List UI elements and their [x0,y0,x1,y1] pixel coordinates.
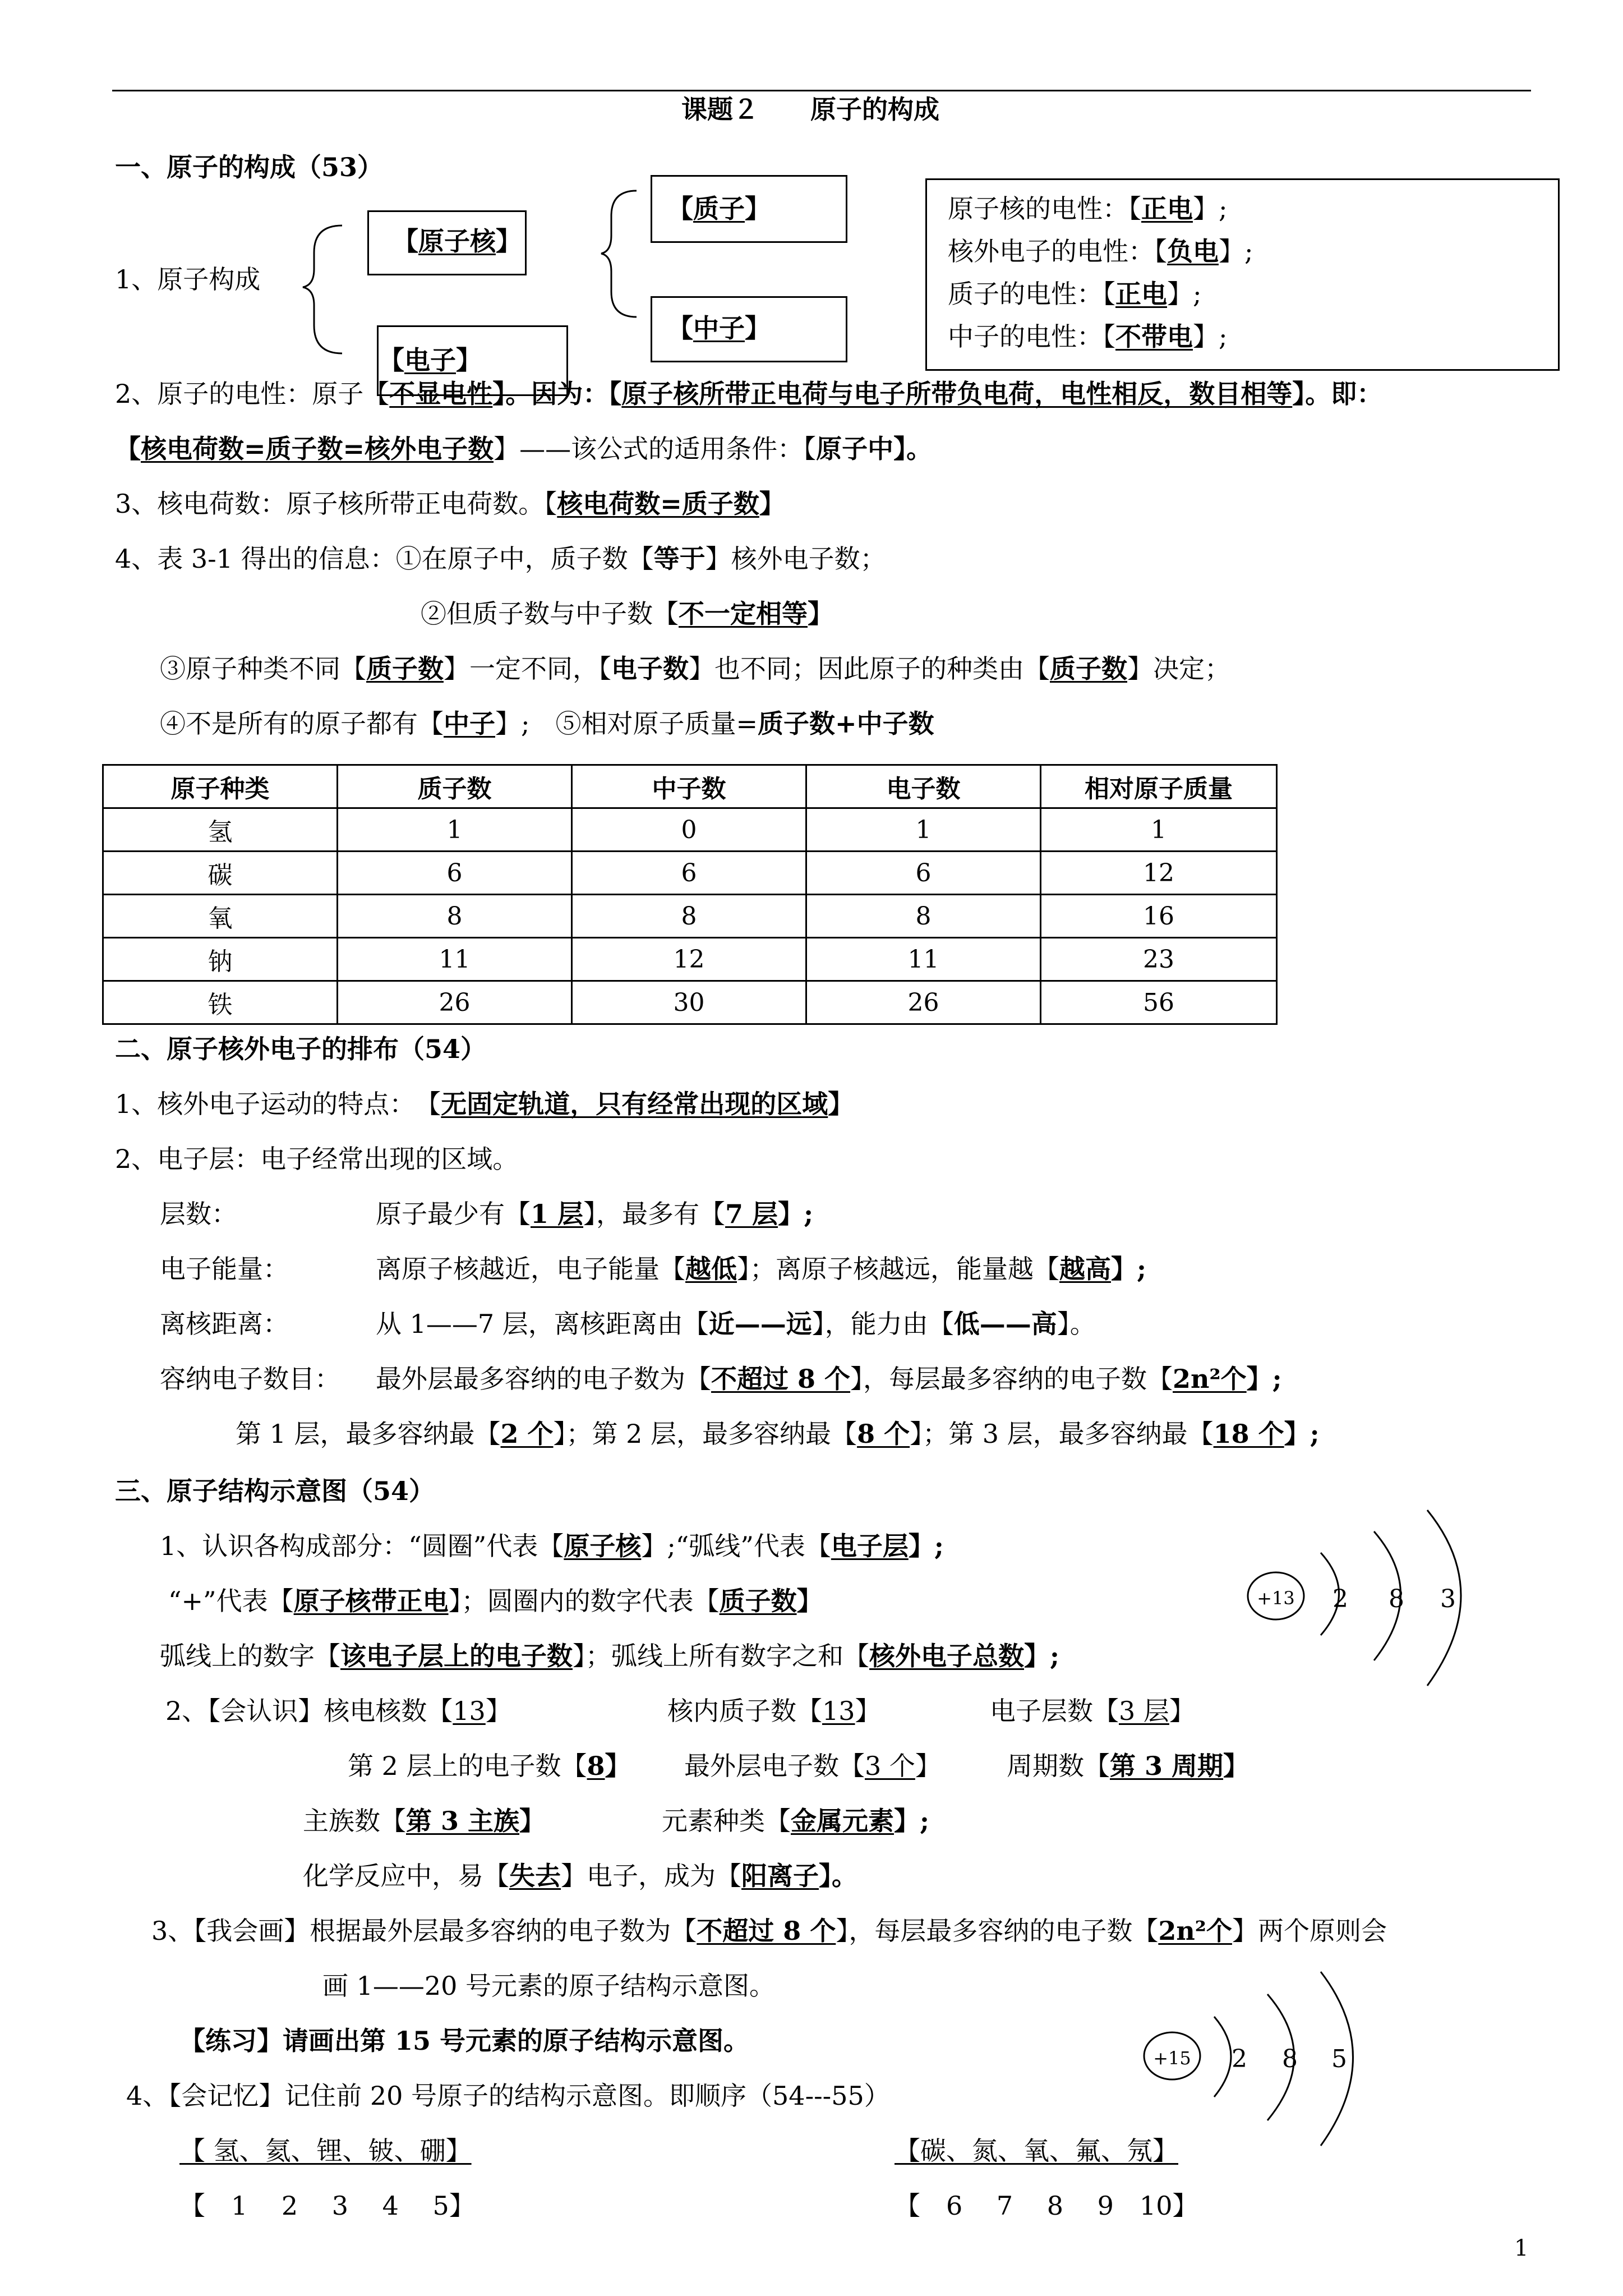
shell-count: 8 [1389,1585,1404,1613]
table-cell: 56 [1041,981,1277,1024]
table-cell: 氧 [103,895,338,938]
table-cell: 26 [806,981,1041,1024]
memory-group-1-nums: 【 1 2 3 4 5】 [179,2191,475,2221]
table-cell: 8 [806,895,1041,938]
electron-label: 【电子】 [379,345,482,375]
s3-line-1: 1、认识各构成部分：“圆圈”代表【原子核】;“弧线”代表【电子层】; [160,1531,944,1561]
s2-row-1: 原子最少有【1 层】，最多有【7 层】; [376,1199,814,1229]
s3-know-2b: 最外层电子数【3 个】 [684,1751,941,1781]
page-number: 1 [1514,2235,1529,2261]
s3-know-1: 2、【会认识】核电核数【13】 [165,1696,511,1726]
table-cell: 6 [572,852,806,895]
table-cell: 铁 [103,981,338,1024]
table-cell: 11 [806,938,1041,981]
item-2-line: 2、原子的电性：原子【不显电性】。因为：【原子核所带正电荷与电子所带负电荷，电性相反，数目相等】。即： [115,379,1383,409]
section-3-heading: 三、原子结构示意图（54） [115,1476,435,1506]
table-cell: 30 [572,981,806,1024]
neutron-label: 【中子】 [667,313,771,343]
shell-count: 3 [1440,1585,1456,1613]
table-cell: 6 [338,852,572,895]
s2-row-1-label: 层数： [160,1199,237,1229]
table-cell: 8 [338,895,572,938]
s3-memory: 4、【会记忆】记住前 20 号原子的结构示意图。即顺序（54---55） [126,2081,890,2111]
s3-practice: 【练习】请画出第 15 号元素的原子结构示意图。 [179,2026,750,2056]
charge-line-1: 原子核的电性：【正电】; [948,194,1228,224]
shell-count: 2 [1232,2045,1247,2073]
s3-draw-1: 3、【我会画】根据最外层最多容纳的电子数为【不超过 8 个】，每层最多容纳的电子数【2n²个】两个原则会 [151,1916,1387,1946]
item-4-line-b: ②但质子数与中子数【不一定相等】 [421,599,833,629]
table-cell: 1 [806,808,1041,852]
table-cell: 钠 [103,938,338,981]
table-cell: 16 [1041,895,1277,938]
charge-line-3: 质子的电性：【正电】; [948,279,1202,309]
table-cell: 1 [338,808,572,852]
shell-arc [1214,2017,1231,2097]
item-4-line-c: ③原子种类不同【质子数】一定不同，【电子数】也不同；因此原子的种类由【质子数】决定； [160,654,1230,684]
s2-line-2: 2、电子层：电子经常出现的区域。 [115,1144,519,1174]
nucleus-charge: +15 [1153,2047,1191,2069]
s2-row-3-label: 离核距离： [160,1309,289,1339]
shell-count: 2 [1332,1585,1348,1613]
s3-line-2: “+”代表【原子核带正电】；圆圈内的数字代表【质子数】 [168,1586,823,1616]
table-header: 相对原子质量 [1041,765,1277,808]
table-cell: 8 [572,895,806,938]
section-1-heading: 一、原子的构成（53） [115,152,384,182]
table-cell: 23 [1041,938,1277,981]
s3-draw-2: 画 1——20 号元素的原子结构示意图。 [322,1971,776,2001]
item-3-line: 3、核电荷数：原子核所带正电荷数。【核电荷数=质子数】 [115,489,785,519]
page-title: 课题２ 原子的构成 [681,94,939,125]
s3-know-4: 化学反应中，易【失去】电子，成为【阳离子】。 [303,1861,857,1891]
shell-count: 5 [1331,2045,1347,2073]
s2-row-3: 从 1——7 层，离核距离由【近——远】，能力由【低——高】。 [376,1309,1096,1339]
table-cell: 碳 [103,852,338,895]
s3-know-3b: 元素种类【金属元素】; [662,1806,929,1836]
nucleus-label: 【原子核】 [393,226,522,256]
shell-count: 8 [1282,2045,1298,2073]
table-cell: 12 [1041,852,1277,895]
memory-group-2-nums: 【 6 7 8 9 10】 [895,2191,1198,2221]
item-1-label: 1、原子构成 [115,264,261,295]
s2-row-4-label: 容纳电子数目： [160,1364,340,1394]
s3-know-2c: 周期数【第 3 周期】 [1007,1751,1249,1781]
s2-row-5: 第 1 层，最多容纳最【2 个】；第 2 层，最多容纳最【8 个】；第 3 层，最多容纳最【18 个】; [236,1419,1320,1449]
table-cell: 0 [572,808,806,852]
section-2-heading: 二、原子核外电子的排布（54） [115,1034,487,1064]
item-2-formula: 【核电荷数=质子数=核外电子数】——该公式的适用条件：【原子中】。 [115,434,933,464]
table-header: 原子种类 [103,765,338,808]
memory-group-1: 【 氢、氦、锂、铍、硼】 [179,2136,472,2166]
charge-line-2: 核外电子的电性：【负电】; [948,236,1253,266]
table-cell: 6 [806,852,1041,895]
s3-know-3: 主族数【第 3 主族】 [303,1806,546,1836]
table-cell: 12 [572,938,806,981]
memory-group-2: 【碳、氮、氧、氟、氖】 [895,2136,1178,2166]
table-header: 电子数 [806,765,1041,808]
s3-know-1c: 电子层数【3 层】 [990,1696,1195,1726]
s2-row-2-label: 电子能量： [160,1254,289,1284]
table-cell: 11 [338,938,572,981]
s3-know-2: 第 2 层上的电子数【8】 [348,1751,631,1781]
nucleus-charge: +13 [1257,1588,1295,1609]
s2-line-1: 1、核外电子运动的特点： 【无固定轨道，只有经常出现的区域】 [115,1089,854,1119]
charge-line-4: 中子的电性：【不带电】; [948,321,1228,352]
s2-row-2: 离原子核越近，电子能量【越低】；离原子核越远，能量越【越高】; [376,1254,1146,1284]
item-4-line-a: 4、表 3-1 得出的信息：①在原子中，质子数【等于】核外电子数； [115,544,886,574]
proton-label: 【质子】 [667,194,771,224]
table-header: 中子数 [572,765,806,808]
item-4-line-d: ④不是所有的原子都有【中子】; ⑤相对原子质量=质子数+中子数 [160,708,934,739]
table-cell: 26 [338,981,572,1024]
table-cell: 1 [1041,808,1277,852]
table-header: 质子数 [338,765,572,808]
s2-row-4: 最外层最多容纳的电子数为【不超过 8 个】，每层最多容纳的电子数【2n²个】; [376,1364,1282,1394]
s3-know-1b: 核内质子数【13】 [667,1696,881,1726]
table-cell: 氢 [103,808,338,852]
s3-line-3: 弧线上的数字【该电子层上的电子数】；弧线上所有数字之和【核外电子总数】; [160,1641,1059,1671]
